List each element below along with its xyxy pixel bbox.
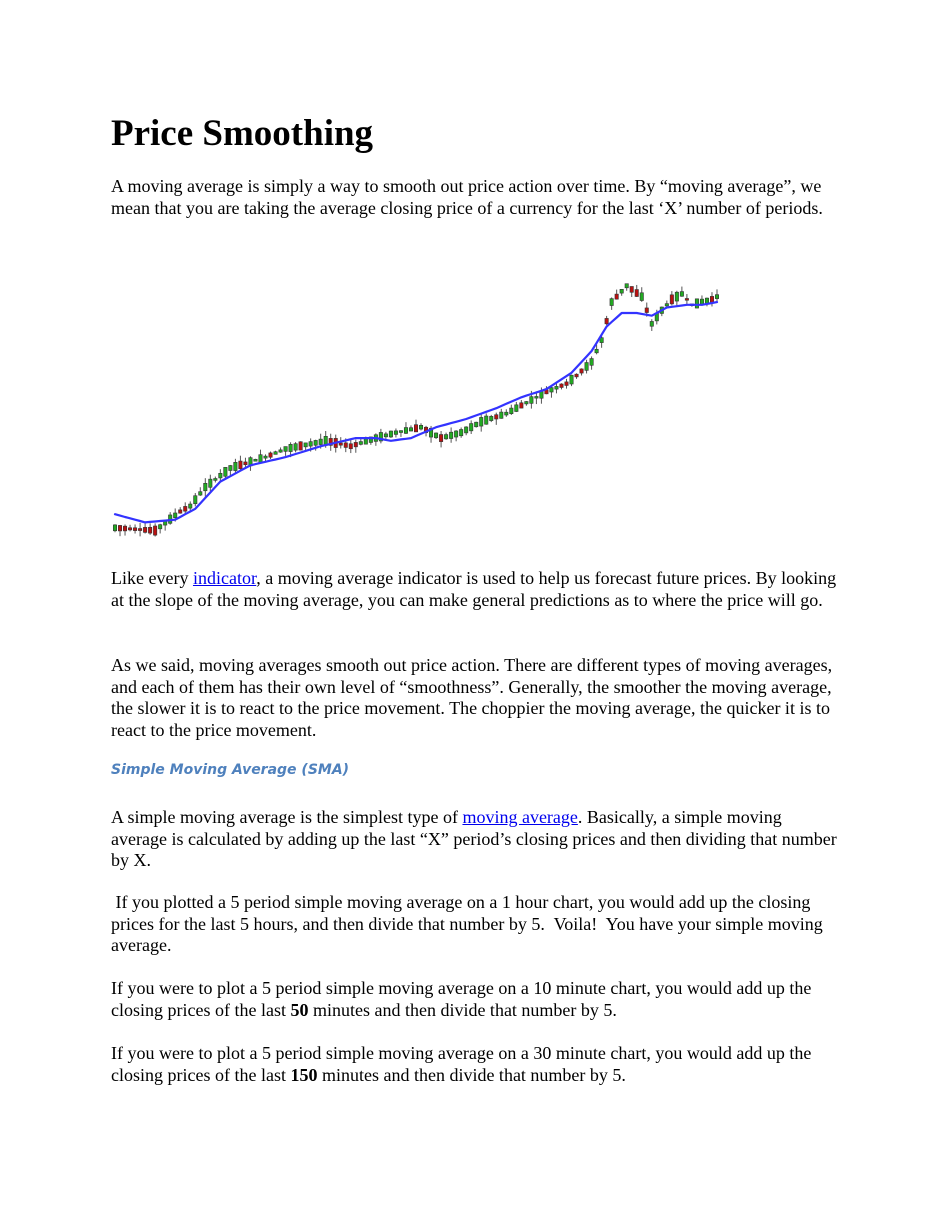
candle-up xyxy=(459,430,462,436)
candle-down xyxy=(299,442,302,450)
candle-down xyxy=(118,525,121,530)
candle-up xyxy=(284,447,287,452)
candle-up xyxy=(625,284,628,288)
candle-down xyxy=(670,295,673,304)
candle-up xyxy=(469,424,472,431)
candle-down xyxy=(520,403,523,408)
ten-minute-before: If you were to plot a 5 period simple moving average on a 10 minute chart, you would add up the closing prices of the last xyxy=(111,978,812,1020)
candle-down xyxy=(128,528,131,530)
candle-down xyxy=(239,461,242,469)
candle-up xyxy=(550,388,553,392)
candle-up xyxy=(500,412,503,418)
candle-up xyxy=(214,479,217,481)
candle-down xyxy=(184,506,187,511)
sma-definition-before: A simple moving average is the simplest type of xyxy=(111,807,463,827)
candle-up xyxy=(254,459,257,461)
candle-down xyxy=(560,384,563,388)
candle-up xyxy=(304,443,307,447)
candle-down xyxy=(244,462,247,465)
candle-up xyxy=(209,479,212,487)
ten-minute-paragraph xyxy=(111,978,841,1021)
candle-up xyxy=(404,428,407,434)
candle-down xyxy=(354,442,357,446)
indicator-paragraph xyxy=(111,568,841,611)
candle-up xyxy=(274,452,277,455)
candle-down xyxy=(414,425,417,432)
candle-up xyxy=(620,289,623,293)
candle-down xyxy=(605,318,608,323)
sma-subheading: Simple Moving Average (SMA) xyxy=(111,762,350,778)
smoothness-text: As we said, moving averages smooth out price action. There are different types of moving averages, and each of them has their own level of “smoothness”. Generally, the smoother the moving average, the slower it is to react to the price movement. The choppier the moving average, the quicker it is to react to the price movement. xyxy=(111,655,833,740)
thirty-minute-before: If you were to plot a 5 period simple moving average on a 30 minute chart, you would add up the closing prices of the last xyxy=(111,1043,812,1085)
candle-up xyxy=(294,444,297,451)
candle-up xyxy=(389,431,392,437)
candle-down xyxy=(630,286,633,292)
candle-up xyxy=(705,298,708,303)
candle-down xyxy=(344,443,347,448)
indicator-text-after: , a moving average indicator is used to help us forecast future prices. By looking at the slope of the moving average, you can make general predictions as to where the price will go. xyxy=(111,568,837,610)
thirty-minute-paragraph xyxy=(111,1043,841,1086)
page-title: Price Smoothing xyxy=(111,113,374,154)
candle-up xyxy=(384,434,387,437)
candle-up xyxy=(480,417,483,426)
candle-up xyxy=(454,431,457,437)
candle-up xyxy=(475,422,478,427)
candle-down xyxy=(123,526,126,531)
candle-up xyxy=(224,467,227,476)
candle-up xyxy=(189,504,192,508)
candle-up xyxy=(715,295,718,299)
ten-minute-bold: 50 xyxy=(290,999,309,1020)
sma-definition-paragraph xyxy=(111,807,841,872)
candle-down xyxy=(710,296,713,302)
candle-up xyxy=(585,363,588,371)
candle-down xyxy=(148,527,151,533)
indicator-text-before: Like every xyxy=(111,568,193,588)
candle-up xyxy=(610,299,613,306)
candle-up xyxy=(113,525,116,531)
sma-definition-after: . Basically, a simple moving average is calculated by adding up the last “X” period’s closing prices and then dividing that number by X. xyxy=(111,807,837,870)
sma-heading-block xyxy=(111,762,841,778)
candle-up xyxy=(229,466,232,471)
candle-up xyxy=(595,349,598,353)
hour-chart-text: If you plotted a 5 period simple moving average on a 1 hour chart, you would add up the closing prices for the last 5 hours, and then divide that number by 5. Voila! You have your simple moving average. xyxy=(111,892,828,955)
candle-down xyxy=(269,453,272,457)
candle-up xyxy=(449,432,452,438)
candle-down xyxy=(685,298,688,300)
candle-up xyxy=(525,402,528,404)
candle-up xyxy=(199,492,202,495)
candle-up xyxy=(650,321,653,326)
candle-up xyxy=(419,425,422,429)
candle-down xyxy=(615,294,618,299)
indicator-link[interactable]: indicator xyxy=(192,568,257,588)
candle-down xyxy=(495,415,498,419)
candle-up xyxy=(444,435,447,439)
candle-up xyxy=(364,439,367,445)
candle-down xyxy=(138,529,141,531)
candle-down xyxy=(645,308,648,313)
candle-down xyxy=(179,510,182,513)
candle-up xyxy=(695,299,698,308)
candle-down xyxy=(133,528,136,531)
intro-paragraph xyxy=(111,176,841,219)
candle-up xyxy=(515,405,518,412)
candle-up xyxy=(259,455,262,463)
candle-up xyxy=(314,440,317,445)
candle-up xyxy=(555,386,558,389)
candle-up xyxy=(234,462,237,470)
hour-chart-paragraph xyxy=(111,892,841,957)
candle-up xyxy=(570,375,573,384)
price-chart xyxy=(113,258,723,550)
candle-up xyxy=(219,473,222,478)
intro-text: A moving average is simply a way to smooth out price action over time. By “moving average”, we mean that you are taking the average closing price of a currency for the last ‘X’ number of periods. xyxy=(111,176,823,218)
candle-up xyxy=(490,416,493,420)
candle-up xyxy=(174,513,177,518)
candle-down xyxy=(153,526,156,535)
candle-up xyxy=(194,496,197,504)
candle-up xyxy=(530,397,533,404)
candle-up xyxy=(675,292,678,301)
candle-up xyxy=(289,444,292,451)
candle-down xyxy=(635,290,638,297)
candle-up xyxy=(409,428,412,431)
candle-up xyxy=(510,408,513,414)
candle-up xyxy=(505,412,508,415)
candle-up xyxy=(264,456,267,458)
candle-up xyxy=(204,483,207,490)
candle-down xyxy=(143,527,146,532)
candle-up xyxy=(665,304,668,306)
candle-up xyxy=(394,431,397,435)
thirty-minute-after: minutes and then divide that number by 5. xyxy=(317,1064,626,1085)
candle-up xyxy=(309,442,312,447)
candle-down xyxy=(339,443,342,445)
candle-up xyxy=(319,439,322,444)
candle-down xyxy=(575,374,578,377)
candle-down xyxy=(565,382,568,386)
candle-down xyxy=(580,369,583,373)
thirty-minute-bold: 150 xyxy=(290,1064,318,1085)
smoothness-paragraph xyxy=(111,655,841,741)
ten-minute-after: minutes and then divide that number by 5. xyxy=(308,999,617,1020)
moving-average-link[interactable]: moving average xyxy=(462,807,578,827)
candle-up xyxy=(640,293,643,301)
candle-down xyxy=(349,444,352,449)
candle-up xyxy=(535,396,538,398)
candle-down xyxy=(439,435,442,442)
candle-up xyxy=(464,427,467,433)
candle-up xyxy=(434,433,437,438)
candle-up xyxy=(359,442,362,445)
candle-up xyxy=(158,525,161,529)
candle-up xyxy=(279,450,282,452)
candle-up xyxy=(590,359,593,366)
candle-up xyxy=(399,431,402,433)
candle-up xyxy=(485,416,488,424)
candle-up xyxy=(680,292,683,297)
